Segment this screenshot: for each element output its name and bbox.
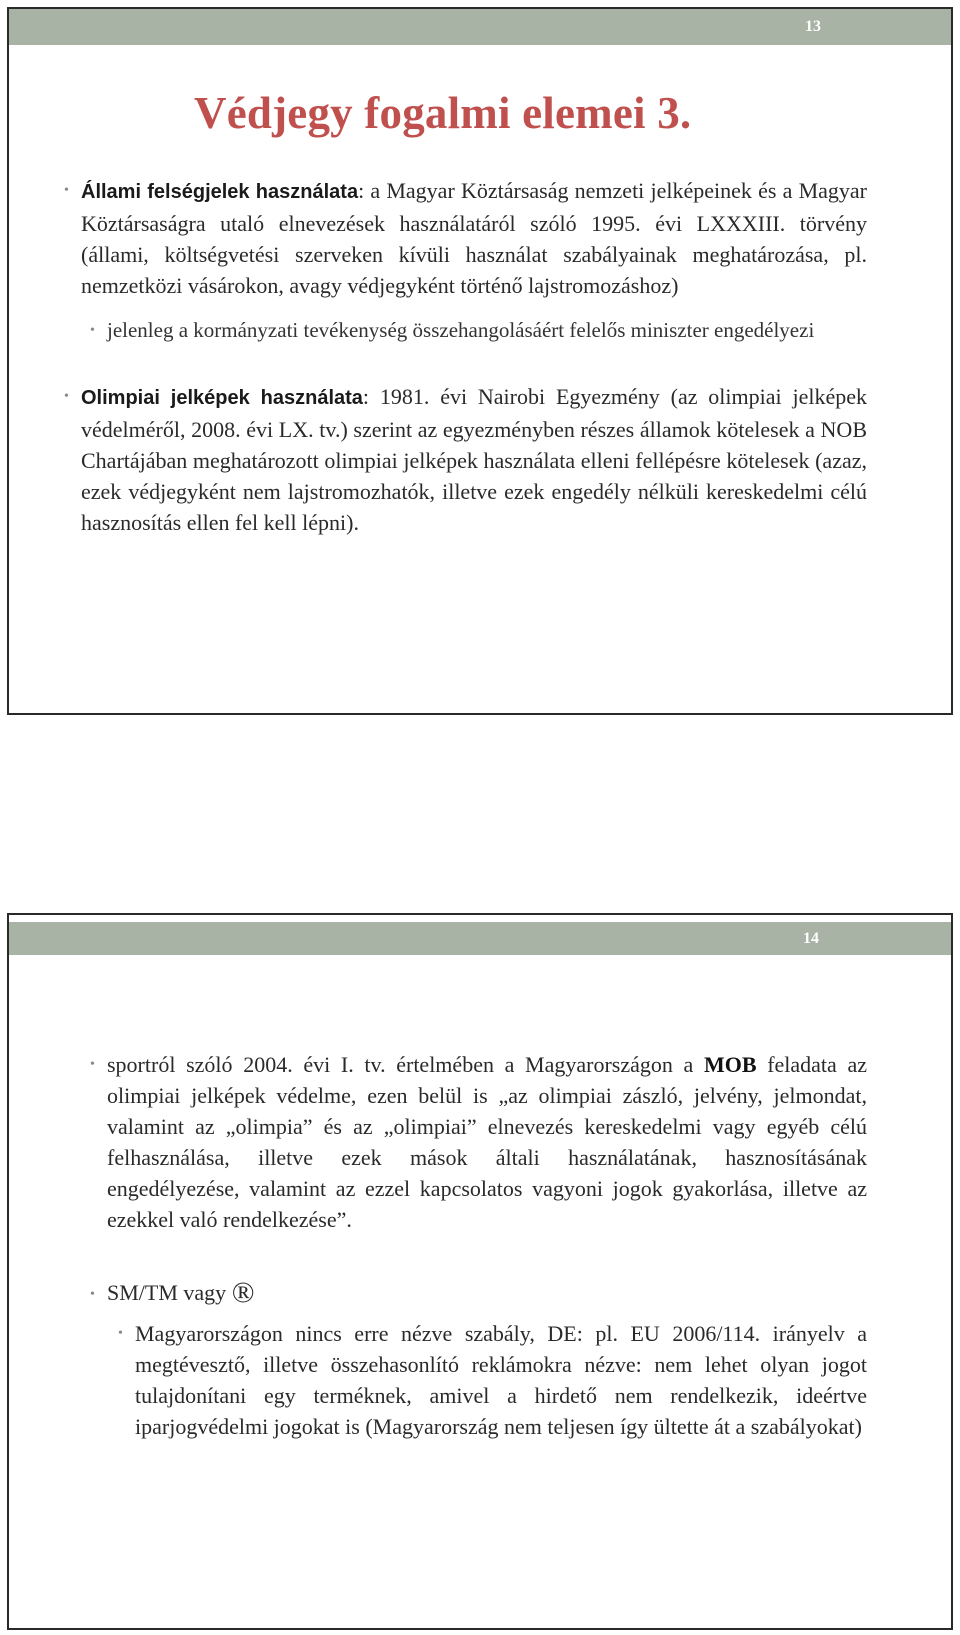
subbullet-eu-iranyelv xyxy=(118,1318,867,1442)
subbullet-text: Magyarországon nincs erre nézve szabály, DE: pl. EU 2006/114. irányelv a megtévesztő, illetve összehasonlító reklámokra nézve: nem lehet olyan jogot tulajdonítani egy terméknek, amivel a hirdető nem rendelkezik, ideértve iparjogvédelmi jogokat is (Magyarország nem teljesen így ültette át a szabályokat) xyxy=(135,1321,867,1439)
registered-symbol: ® xyxy=(231,1276,255,1309)
bullet-sport-torveny xyxy=(90,1049,867,1235)
slide-number: 13 xyxy=(805,18,821,35)
bullet-icon: • xyxy=(90,323,95,338)
subbullet-miniszter xyxy=(90,315,867,346)
slide-header-bar xyxy=(9,922,951,955)
bullet-icon: • xyxy=(64,183,69,198)
bullet-icon: • xyxy=(90,1287,95,1302)
slide-header-bar xyxy=(9,9,951,45)
bullet-text-after: feladata az olimpiai jelképek védelme, ezen belül is „az olimpiai zászló, jelvény, jelmondat, valamint az „olimpia” és az „olimpiai” elnevezés kereskedelmi vagy egyéb célú felhasználása, illetve ezek mások általi használatának, hasznosításának engedélyezése, valamint az ezzel kapcsolatos vagyoni jogok gyakorlása, illetve az ezekkel való rendelkezése”. xyxy=(107,1052,867,1232)
bullet-text: : 1981. évi Nairobi Egyezmény (az olimpiai jelképek védelméről, 2008. évi LX. tv.) szerint az egyezményben részes államok kötelesek a NOB Chartájában meghatározott olimpiai jelképek használata elleni fellépésre kötelesek (azaz, ezek védjegyként nem lajstromozhatók, illetve ezek engedély nélküli kereskedelmi célú hasznosítás ellen fel kell lépni). xyxy=(81,384,867,535)
slide-14-content xyxy=(90,1049,867,1442)
slide-title: Védjegy fogalmi elemei 3. xyxy=(194,88,692,138)
mob-text: MOB xyxy=(703,1052,757,1077)
bullet-sm-tm xyxy=(90,1276,867,1309)
bullet-text-before: sportról szóló 2004. évi I. tv. értelmében a Magyarországon a xyxy=(107,1052,704,1077)
bullet-olimpiai-jelkepek xyxy=(64,381,867,538)
slide-13 xyxy=(7,7,953,715)
bullet-icon: • xyxy=(90,1057,95,1072)
slide-number: 14 xyxy=(803,930,819,947)
bullet-lead: Állami felségjelek használata xyxy=(81,181,359,203)
bullet-text: : a Magyar Köztársaság nemzeti jelképeinek és a Magyar Köztársaságra utaló elnevezések használatáról szóló 1995. évi LXXXIII. törvény (állami, költségvetési szerveken kívüli használat szabályainak meghatározása, pl. nemzetközi vásárokon, avagy védjegyként történő lajstromozáshoz) xyxy=(81,178,867,298)
bullet-icon: • xyxy=(118,1326,123,1341)
bullet-allami-felsegjelek xyxy=(64,175,867,301)
subbullet-text: jelenleg a kormányzati tevékenység összehangolásáért felelős miniszter engedélyezi xyxy=(107,318,815,342)
slide-14 xyxy=(7,913,953,1630)
bullet-text: SM/TM vagy xyxy=(107,1280,232,1305)
bullet-icon: • xyxy=(64,389,69,404)
slide-13-content xyxy=(64,175,867,538)
bullet-lead: Olimpiai jelképek használata xyxy=(81,387,363,409)
